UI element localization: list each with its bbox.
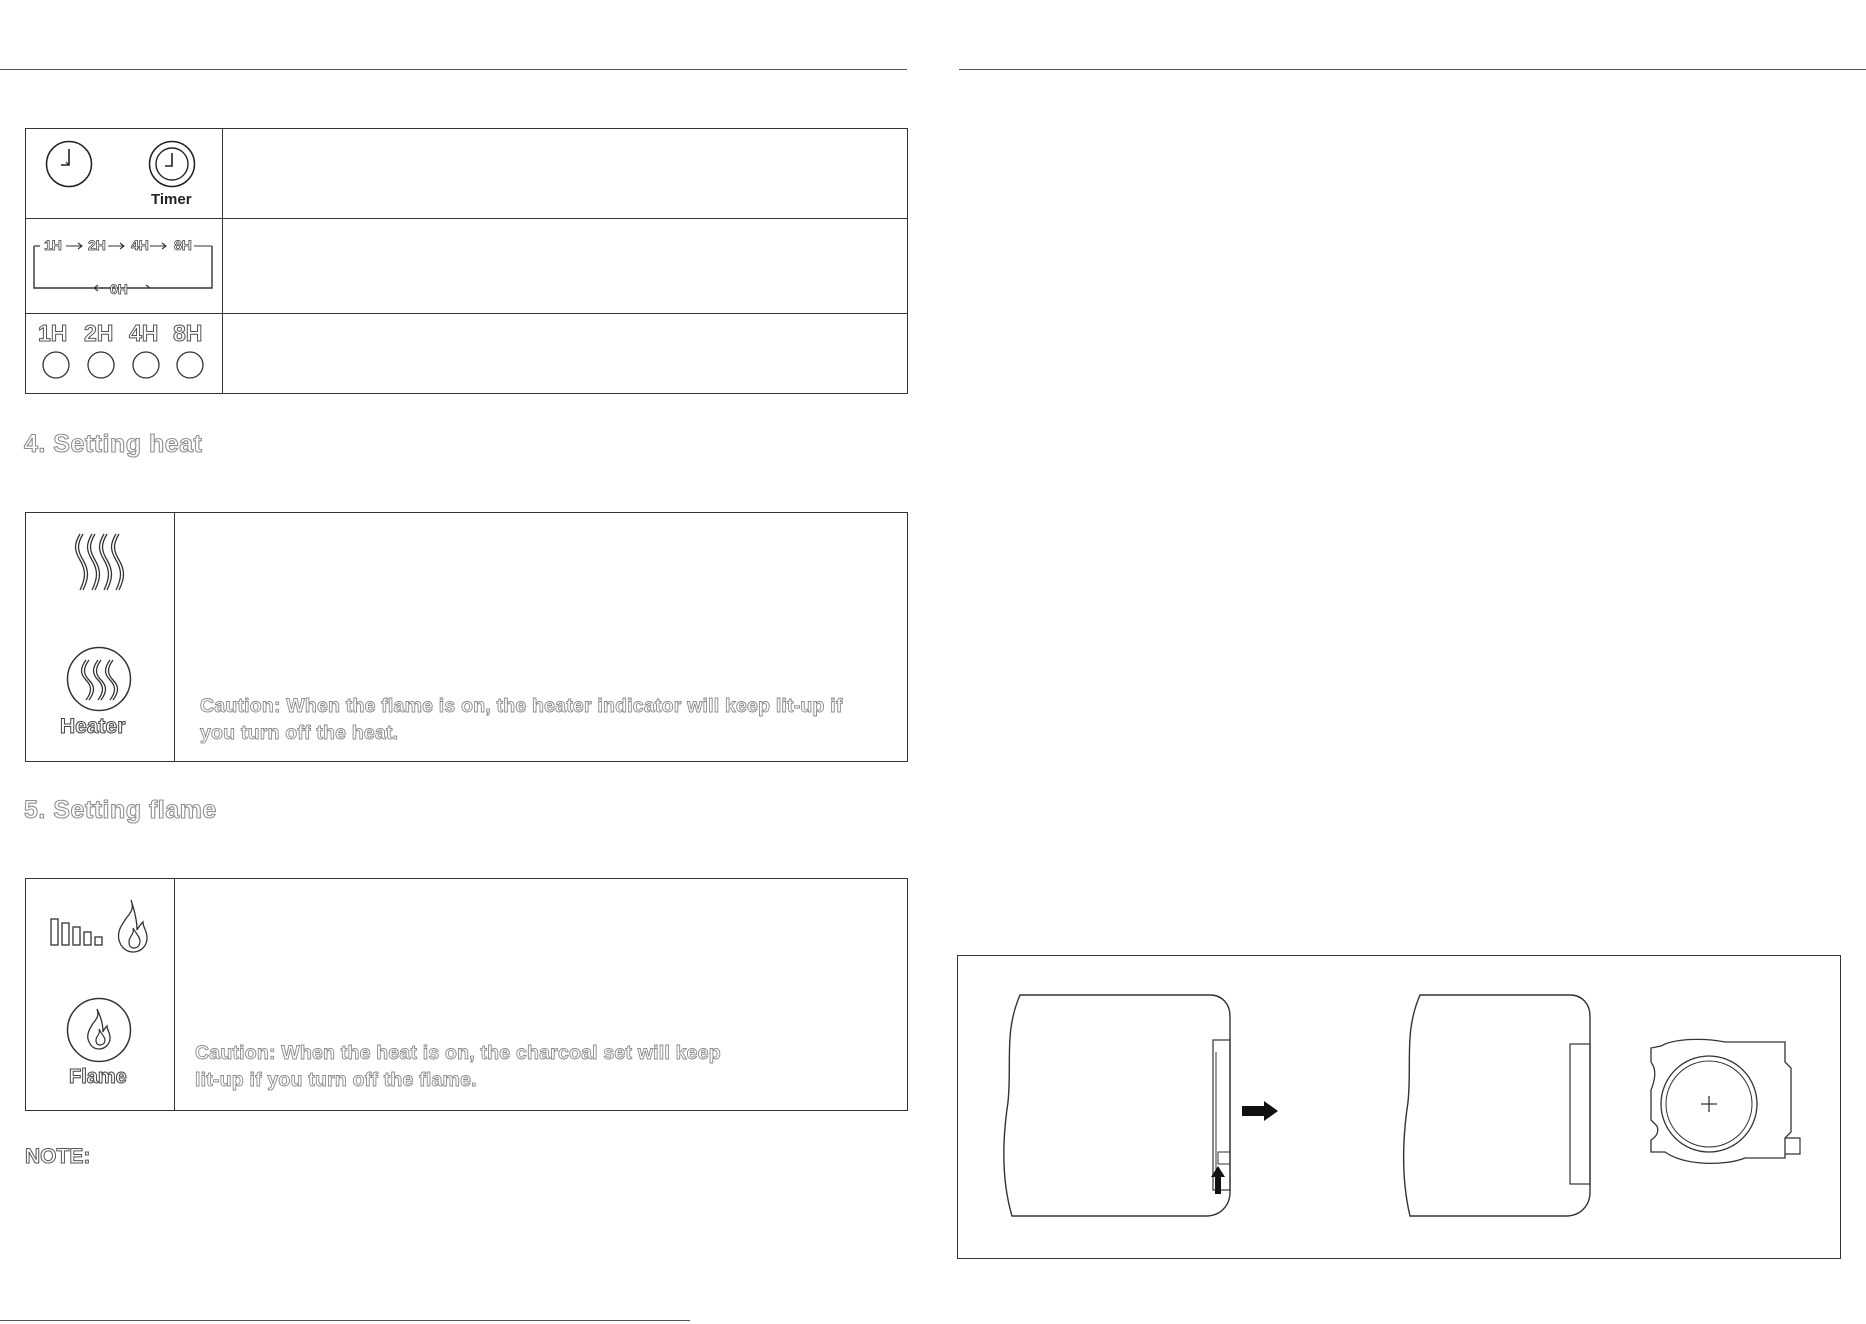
heat-table-divider [174, 512, 175, 762]
flame-caution-text [195, 1040, 721, 1094]
flame-level-bars-icon [50, 918, 110, 946]
note-heading: NOTE: [25, 1145, 91, 1168]
section-title-setting-heat: 4. Setting heat [24, 430, 203, 458]
flame-button-label: Flame [69, 1066, 127, 1088]
remote-control-left-illustration [1000, 992, 1240, 1222]
timer-table-row-line-2 [25, 313, 908, 314]
hour-indicator-8h-label: 8H [173, 320, 203, 346]
heater-button-icon [66, 646, 132, 712]
timer-sequence-8h: 8H [174, 237, 192, 253]
right-arrow-icon [1240, 1100, 1280, 1122]
battery-coin-cell-icon [1645, 1040, 1805, 1170]
section-title-setting-flame: 5. Setting flame [24, 796, 217, 824]
heat-caution-line-1: Caution: When the flame is on, the heater indicator will keep lit-up if [200, 695, 843, 717]
flame-icon [115, 898, 151, 954]
timer-table-row-line-1 [25, 218, 908, 219]
hour-indicator-lights [42, 351, 212, 381]
flame-table-divider [174, 878, 175, 1111]
heat-caution-line-2: you turn off the heat. [200, 722, 399, 744]
timer-sequence-0h: 0H [110, 281, 128, 297]
timer-sequence-4h: 4H [131, 237, 149, 253]
timer-sequence-1h: 1H [44, 237, 62, 253]
flame-caution-line-2: lit-up if you turn off the flame. [195, 1069, 477, 1091]
timer-button-icon [148, 140, 196, 188]
header-rule-left [0, 69, 907, 70]
timer-table-divider [222, 128, 223, 394]
heater-button-label: Heater [60, 715, 126, 738]
header-rule-right [959, 69, 1866, 70]
hour-indicator-4h-label: 4H [129, 320, 159, 346]
hour-indicator-1h-label: 1H [38, 320, 68, 346]
heat-waves-icon [72, 530, 128, 594]
flame-button-icon [66, 997, 132, 1063]
footer-rule [0, 1320, 690, 1321]
heat-caution-text [200, 693, 843, 747]
timer-button-label: Timer [151, 191, 192, 208]
hour-indicator-2h-label: 2H [84, 320, 114, 346]
remote-control-right-illustration [1400, 992, 1600, 1222]
flame-caution-line-1: Caution: When the heat is on, the charcoal set will keep [195, 1042, 721, 1064]
clock-icon [45, 140, 93, 188]
up-arrow-icon [1210, 1165, 1226, 1195]
timer-sequence-2h: 2H [88, 237, 106, 253]
